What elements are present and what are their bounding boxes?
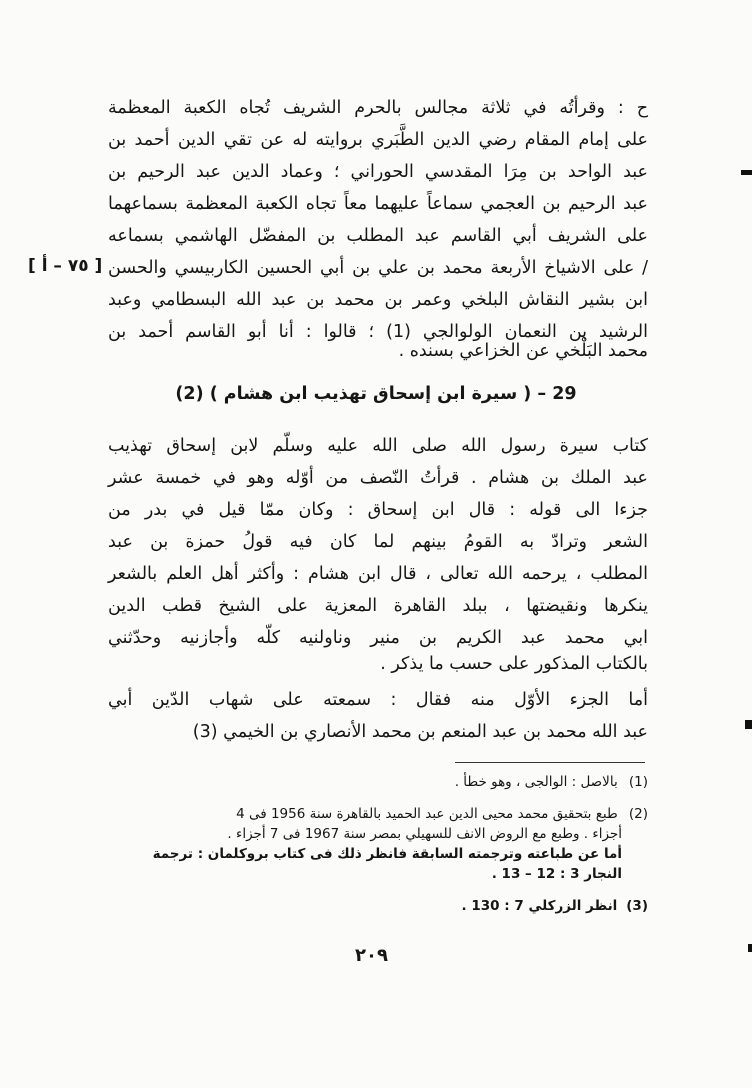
text-line: المطلب ، يرحمه الله تعالى ، قال ابن هشام : وأكثر أهل العلم بالشعر [108,564,648,584]
text-line: عبد الملك بن هشام . قرأتُ النّصف من أوّله وهو في خمسة عشر [108,468,648,488]
text-line: أما الجزء الأوّل منه فقال : سمعته على شهاب الدّين أبي [108,690,648,710]
footnote-2-line: أجزاء . وطبع مع الروض الانف للسهيلي بمصر سنة 1967 فى 7 أجزاء . [227,826,622,842]
footnote-3 [462,898,648,914]
text-line: ح : وقرأتُه في ثلاثة مجالس بالحرم الشريف تُجاه الكعبة المعظمة [108,98,648,118]
footnote-divider [455,762,645,763]
footnote-number: (2) [628,806,648,822]
section-heading: 29 – ( سيرة ابن إسحاق تهذيب ابن هشام ) (2) [175,384,577,404]
text-line: الشعر وترادّ به القومُ بينهم لما كان فيه قولُ حمزة بن عبد [108,532,648,552]
text-line: جزءا الى قوله : قال ابن إسحاق : وكان ممّا قيل في بدر من [108,500,648,520]
text-line: ابي محمد عبد الكريم بن منير وناولنيه كلّه وأجازنيه وحدّثني [108,628,648,648]
footnote-text: طبع بتحقيق محمد محيى الدين عبد الحميد بالقاهرة سنة 1956 فى 4 [236,806,618,822]
text-line: ينكرها ونقيضتها ، ببلد القاهرة المعزية على الشيخ قطب الدين [108,596,648,616]
scan-edge-mark [741,170,752,175]
text-line: على الشريف أبي القاسم عبد المطلب بن المفضّل الهاشمي بسماعه [108,226,648,246]
text-line: على إمام المقام رضي الدين الطَّبَري بروايته له عن تقي الدين أحمد بن [108,130,648,150]
text-line: عبد الواحد بن مِرَا المقدسي الحوراني ؛ وعماد الدين عبد الرحيم بن [108,162,648,182]
footnote-2-line: أما عن طباعته وترجمته السابقة فانظر ذلك فى كتاب بروكلمان : ترجمة [152,846,622,862]
folio-margin-note: [ ٧٥ – أ ] [28,256,103,276]
scan-edge-mark [745,720,752,729]
footnote-number: (3) [626,898,648,914]
footnote-text: انظر الزركلي 7 : 130 . [461,898,618,914]
text-line: كتاب سيرة رسول الله صلى الله عليه وسلّم لابن إسحاق تهذيب [108,436,648,456]
footnote-2 [236,806,648,822]
scan-edge-mark [748,944,752,952]
footnote-2-line: النجار 3 : 12 – 13 . [491,866,622,882]
footnote-number: (1) [628,774,648,790]
text-line: محمد البَلْخي عن الخزاعي بسنده . [398,341,648,361]
text-line: ابن بشير النقاش البلخي وعمر بن محمد بن عبد الله البسطامي وعبد [108,290,648,310]
text-line: عبد الله محمد بن عبد المنعم بن محمد الأنصاري بن الخيمي (3) [192,722,648,742]
text-line: الرشيد بن النعمان الولوالجي (1) ؛ قالوا : أنا أبو القاسم أحمد بن [108,322,649,342]
footnote-1 [455,774,648,790]
text-line: بالكتاب المذكور على حسب ما يذكر . [380,654,648,674]
text-line: عبد الرحيم بن العجمي سماعاً عليهما معاً تجاه الكعبة المعظمة بسماعهما [108,194,648,214]
page-number: ٢٠٩ [355,945,388,966]
text-line: / على الاشياخ الأربعة محمد بن علي بن أبي الحسين الكاربيسي والحسن [108,258,648,278]
footnote-text: بالاصل : الوالجى ، وهو خطأ . [454,774,618,790]
